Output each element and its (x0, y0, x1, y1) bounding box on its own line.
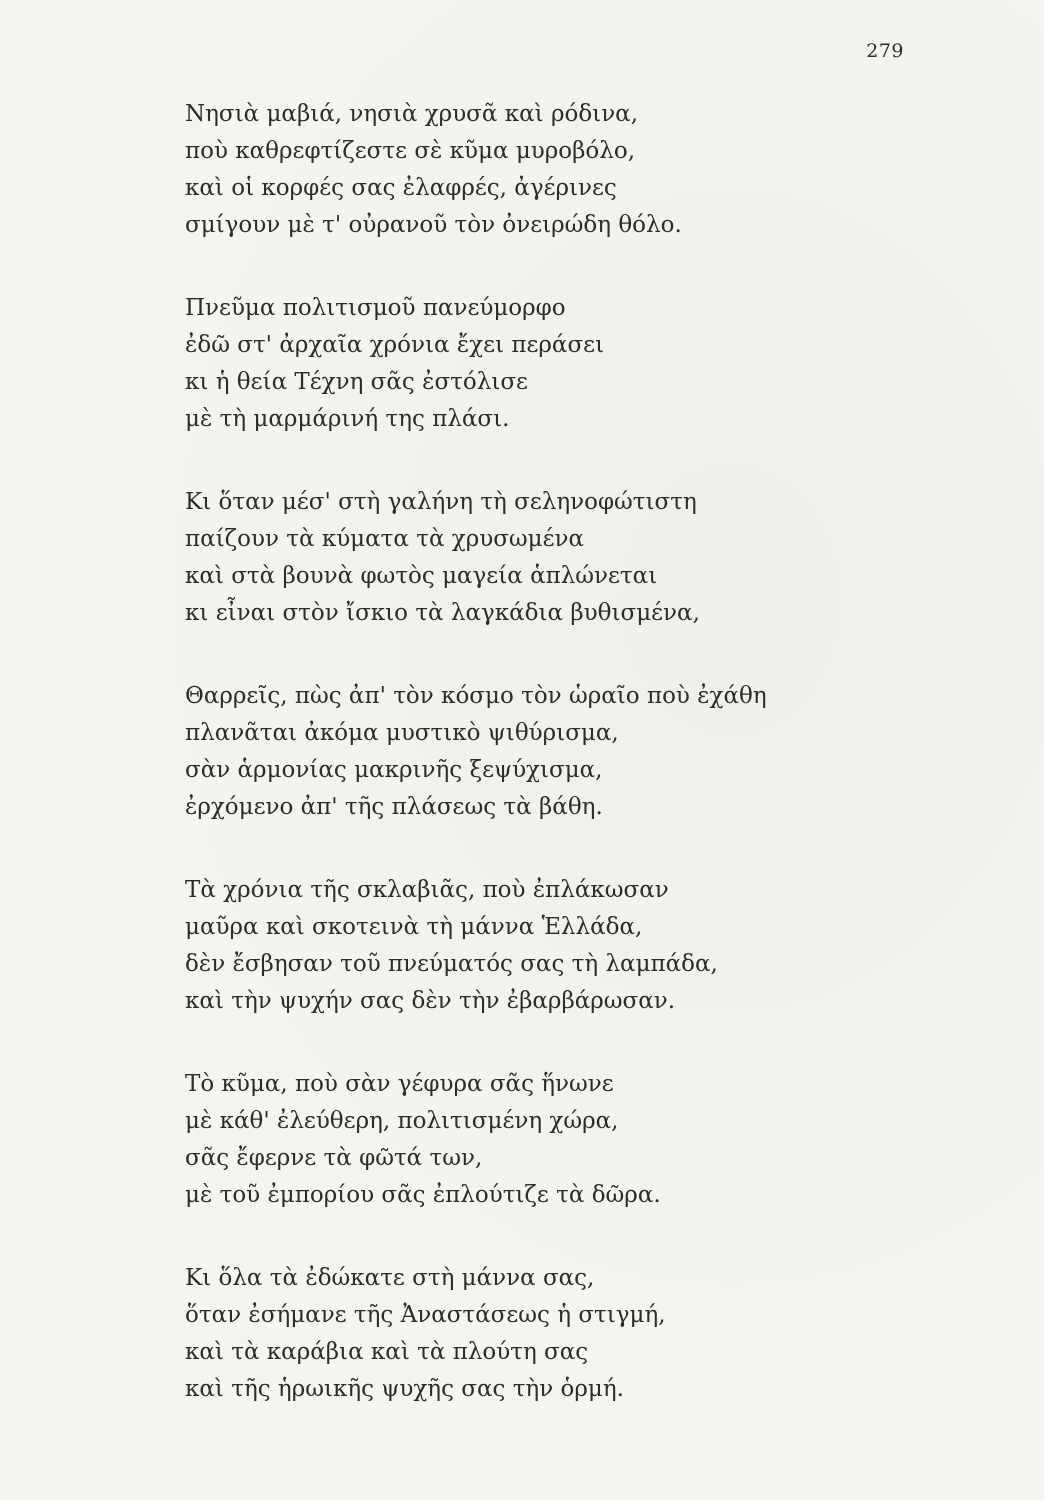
poem-line: κι εἶναι στὸν ἴσκιο τὰ λαγκάδια βυθισμένα, (185, 600, 700, 626)
poem-line: σμίγουν μὲ τ' οὐρανοῦ τὸν ὀνειρώδη θόλο. (185, 212, 682, 238)
poem-line: σᾶς ἔφερνε τὰ φῶτά των, (185, 1145, 483, 1171)
stanza (185, 678, 905, 826)
stanza (185, 484, 905, 632)
stanza (185, 1066, 905, 1214)
poem-line: ποὺ καθρεφτίζεστε σὲ κῦμα μυροβόλο, (185, 138, 636, 164)
stanza (185, 1260, 905, 1408)
poem-line: δὲν ἔσβησαν τοῦ πνεύματός σας τὴ λαμπάδα, (185, 951, 718, 977)
poem-line: ὅταν ἐσήμανε τῆς Ἀναστάσεως ἡ στιγμή, (185, 1302, 666, 1328)
poem (185, 96, 905, 1408)
poem-line: κι ἡ θεία Τέχνη σᾶς ἐστόλισε (185, 369, 528, 395)
poem-line: μὲ τὴ μαρμάρινή της πλάσι. (185, 406, 510, 432)
poem-line: καὶ στὰ βουνὰ φωτὸς μαγεία ἁπλώνεται (185, 563, 658, 589)
stanza (185, 872, 905, 1020)
poem-line: Θαρρεῖς, πὼς ἀπ' τὸν κόσμο τὸν ὡραῖο ποὺ ἐχάθη (185, 683, 767, 709)
poem-line: μαῦρα καὶ σκοτεινὰ τὴ μάννα Ἑλλάδα, (185, 914, 643, 940)
stanza (185, 96, 905, 244)
poem-line: καὶ οἱ κορφές σας ἐλαφρές, ἀγέρινες (185, 175, 617, 201)
poem-line: σὰν ἁρμονίας μακρινῆς ξεψύχισμα, (185, 757, 603, 783)
poem-line: μὲ τοῦ ἐμπορίου σᾶς ἐπλούτιζε τὰ δῶρα. (185, 1182, 661, 1208)
poem-line: Τὸ κῦμα, ποὺ σὰν γέφυρα σᾶς ἥνωνε (185, 1071, 614, 1097)
poem-line: ἐρχόμενο ἀπ' τῆς πλάσεως τὰ βάθη. (185, 794, 603, 820)
poem-line: Τὰ χρόνια τῆς σκλαβιᾶς, ποὺ ἐπλάκωσαν (185, 877, 669, 903)
poem-line: Πνεῦμα πολιτισμοῦ πανεύμορφο (185, 295, 566, 321)
poem-line: μὲ κάθ' ἐλεύθερη, πολιτισμένη χώρα, (185, 1108, 619, 1134)
stanza (185, 290, 905, 438)
poem-line: Κι ὅλα τὰ ἐδώκατε στὴ μάννα σας, (185, 1265, 595, 1291)
poem-line: καὶ τὴν ψυχήν σας δὲν τὴν ἐβαρβάρωσαν. (185, 988, 676, 1014)
poem-line: Κι ὅταν μέσ' στὴ γαλήνη τὴ σεληνοφώτιστη (185, 489, 697, 515)
page-number: 279 (866, 40, 904, 62)
poem-line: πλανᾶται ἀκόμα μυστικὸ ψιθύρισμα, (185, 720, 619, 746)
poem-line: παίζουν τὰ κύματα τὰ χρυσωμένα (185, 526, 585, 552)
poem-line: ἐδῶ στ' ἀρχαῖα χρόνια ἔχει περάσει (185, 332, 605, 358)
poem-line: Νησιὰ μαβιά, νησιὰ χρυσᾶ καὶ ρόδινα, (185, 101, 639, 127)
poem-line: καὶ τὰ καράβια καὶ τὰ πλούτη σας (185, 1339, 589, 1365)
poem-line: καὶ τῆς ἡρωικῆς ψυχῆς σας τὴν ὁρμή. (185, 1376, 624, 1402)
